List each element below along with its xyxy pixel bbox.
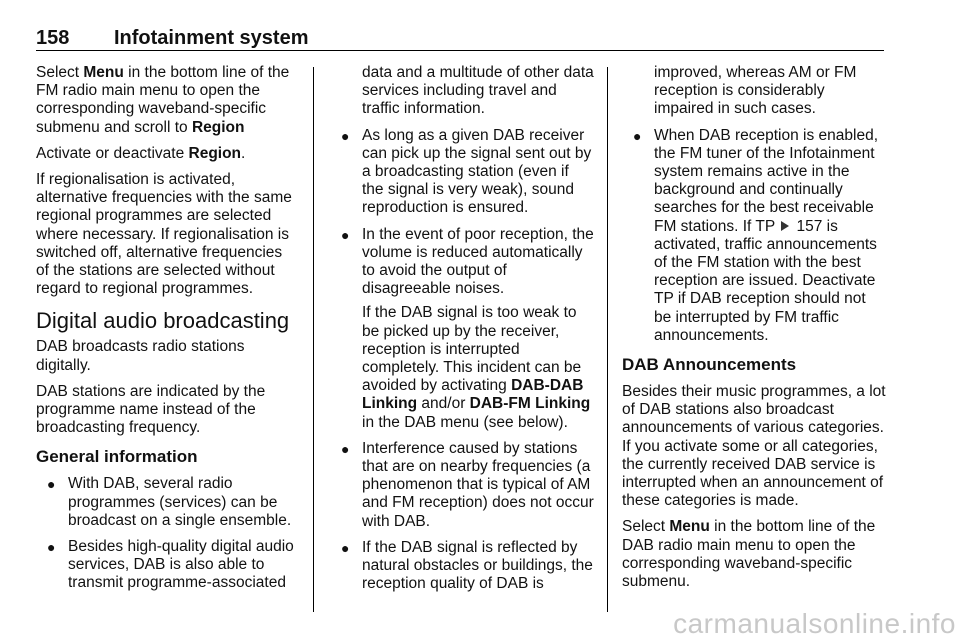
- list-item-continuation: improved, whereas AM or FM reception is considerably impaired in such cases.: [654, 64, 857, 118]
- column-2: [330, 64, 594, 601]
- paragraph: Select Menu in the bottom line of the DAB radio main menu to open the corresponding waveband-specific submenu.: [622, 518, 876, 591]
- paragraph: Besides their music programmes, a lot of DAB stations also broadcast announcements of various categories. If you activate some or all categories, the currently received DAB service is interrupted when an announcement of these categories is made.: [622, 383, 886, 510]
- bullet-icon: ●: [47, 539, 56, 556]
- menu-keyword: Menu: [669, 518, 710, 536]
- bullet-icon: ●: [633, 127, 642, 144]
- bullet-list: [36, 475, 298, 592]
- paragraph: Select Menu in the bottom line of the FM radio main menu to open the corresponding waveband-specific submenu and scroll to Region: [36, 64, 290, 136]
- section-heading: Digital audio broadcasting: [36, 308, 290, 334]
- column-divider-2: [607, 67, 608, 612]
- list-item: ● With DAB, several radio programmes (services) can be broadcast on a single ensemble.: [47, 475, 292, 529]
- bullet-icon: ●: [47, 476, 56, 493]
- paragraph: Activate or deactivate Region.: [36, 144, 246, 162]
- menu-keyword: Menu: [83, 64, 124, 81]
- list-item-continuation: data and a multitude of other data services including travel and traffic information.: [362, 64, 594, 118]
- region-keyword: Region: [188, 144, 242, 162]
- page-header: [36, 27, 884, 51]
- column-1: [36, 64, 298, 601]
- header-rule: [36, 50, 884, 51]
- list-item: ● Interference caused by stations that are on nearby frequencies (a phenomenon that is typical of AM and FM reception) does not occur with DAB.: [341, 439, 594, 530]
- paragraph: If regionalisation is activated, alternative frequencies with the same regional programmes are selected where necessary. If regionalisation is switched off, alternative frequencies of the stations are selected without regard to regional programmes.: [36, 171, 292, 298]
- column-3: [622, 64, 886, 599]
- page-reference-arrow-icon: [781, 221, 789, 231]
- bullet-icon: ●: [341, 440, 350, 457]
- list-item: ● As long as a given DAB receiver can pick up the signal sent out by a broadcasting station (even if the signal is very weak), sound reproduction is ensured.: [341, 126, 592, 217]
- subsection-heading: DAB Announcements: [622, 355, 797, 375]
- list-item-subparagraph: If the DAB signal is too weak to be picked up by the receiver, reception is interrupted completely. This incident can be avoided by activating DAB-DAB Linking and/or DAB-FM Linking in the DAB menu (see below).: [362, 304, 591, 431]
- page-number: 158: [36, 27, 70, 49]
- subsection-heading: General information: [36, 447, 198, 467]
- list-item: ● If the DAB signal is reflected by natural obstacles or buildings, the reception quality of DAB is: [341, 538, 593, 593]
- paragraph: DAB stations are indicated by the programme name instead of the broadcasting frequency.: [36, 382, 266, 437]
- bullet-icon: ●: [341, 127, 350, 144]
- bullet-list: [330, 127, 594, 594]
- column-divider-1: [313, 67, 314, 612]
- watermark: carmanualsonline.info: [673, 608, 956, 639]
- bullet-icon: ●: [341, 226, 350, 243]
- bullet-icon: ●: [341, 539, 350, 556]
- page-title: Infotainment system: [114, 27, 309, 49]
- paragraph: DAB broadcasts radio stations digitally.: [36, 338, 245, 374]
- dab-dab-linking-keyword: DAB-DAB Linking: [362, 377, 584, 413]
- list-item: ● In the event of poor reception, the volume is reduced automatically to avoid the output of disagreeable noises. If the DAB signal is too weak to be picked up by the receiver, reception is interrupted completely. This incident can be avoided by activating DAB-DAB Linking and/or DAB-FM Linking in the DAB menu (see below).: [341, 225, 594, 431]
- region-keyword: Region: [191, 118, 245, 136]
- list-item: ● When DAB reception is enabled, the FM tuner of the Infotainment system remains active in the background and continually searches for the best receivable FM stations. If TP 157 is activated, traffic announcements of the FM station with the best reception are issued. Deactivate TP if DAB reception should not be interrupted by FM traffic announcements.: [633, 126, 879, 344]
- dab-fm-linking-keyword: DAB-FM Linking: [469, 395, 591, 413]
- bullet-list: [622, 127, 886, 345]
- list-item: ● Besides high-quality digital audio services, DAB is also able to transmit programme-associated: [47, 538, 294, 592]
